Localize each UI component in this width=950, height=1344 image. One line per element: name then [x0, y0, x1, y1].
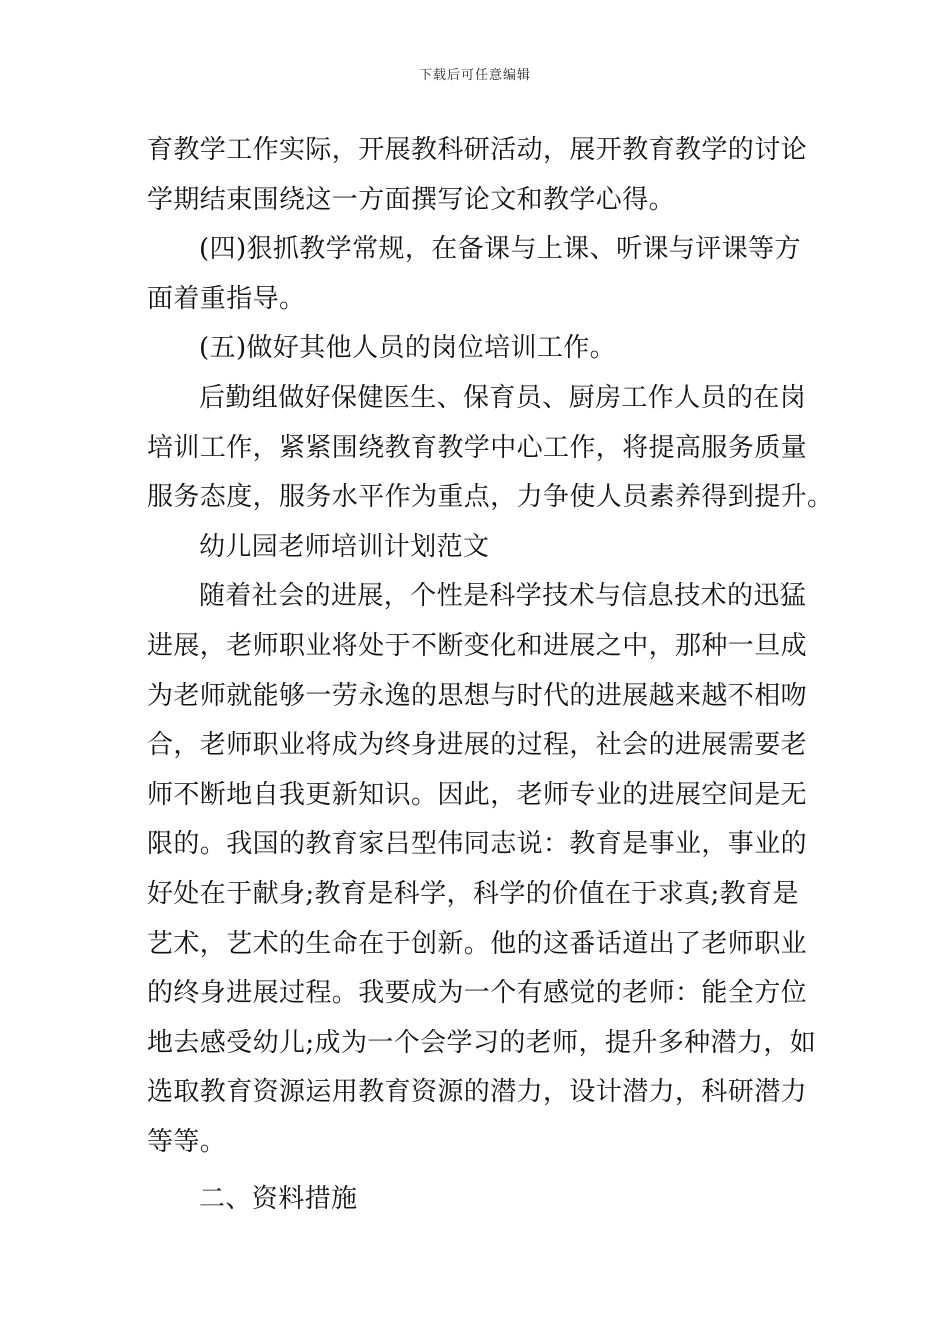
text-line: 师不断地自我更新知识。因此，老师专业的进展空间是无 — [147, 779, 808, 810]
text-line: 等等。 — [147, 1126, 227, 1157]
text-line: 育教学工作实际，开展教科研活动，展开教育教学的讨论 — [147, 135, 808, 165]
section-heading: 二、资料措施 — [199, 1184, 358, 1215]
text-line: 地去感受幼儿;成为一个会学习的老师，提升多种潜力，如 — [147, 1027, 817, 1058]
text-line: (四)狠抓教学常规，在备课与上课、听课与评课等方 — [199, 234, 801, 265]
text-line: 选取教育资源运用教育资源的潜力，设计潜力，科研潜力 — [147, 1077, 808, 1108]
text-line: (五)做好其他人员的岗位培训工作。 — [199, 333, 617, 364]
text-line: 后勤组做好保健医生、保育员、厨房工作人员的在岗 — [199, 382, 807, 413]
text-line: 随着社会的进展，个性是科学技术与信息技术的迅猛 — [199, 581, 807, 612]
text-line: 限的。我国的教育家吕型伟同志说：教育是事业，事业的 — [147, 829, 808, 860]
text-line: 好处在于献身;教育是科学，科学的价值在于求真;教育是 — [147, 878, 799, 909]
page-header: 下载后可任意编辑 — [418, 68, 531, 83]
section-heading: 幼儿园老师培训计划范文 — [199, 531, 490, 562]
text-line: 服务态度，服务水平作为重点，力争使人员素养得到提升。 — [147, 482, 834, 513]
text-line: 培训工作，紧紧围绕教育教学中心工作，将提高服务质量 — [147, 432, 808, 463]
text-line: 艺术，艺术的生命在于创新。他的这番话道出了老师职业 — [147, 928, 808, 959]
text-line: 面着重指导。 — [147, 283, 306, 314]
text-line: 为老师就能够一劳永逸的思想与时代的进展越来越不相吻 — [147, 680, 808, 711]
paragraph-gap — [147, 1167, 807, 1175]
text-line: 学期结束围绕这一方面撰写论文和教学心得。 — [147, 184, 676, 215]
document-body — [147, 126, 834, 1225]
text-line: 的终身进展过程。我要成为一个有感觉的老师：能全方位 — [147, 978, 808, 1009]
text-line: 进展，老师职业将处于不断变化和进展之中，那种一旦成 — [147, 630, 808, 661]
text-line: 合，老师职业将成为终身进展的过程，社会的进展需要老 — [147, 730, 808, 761]
